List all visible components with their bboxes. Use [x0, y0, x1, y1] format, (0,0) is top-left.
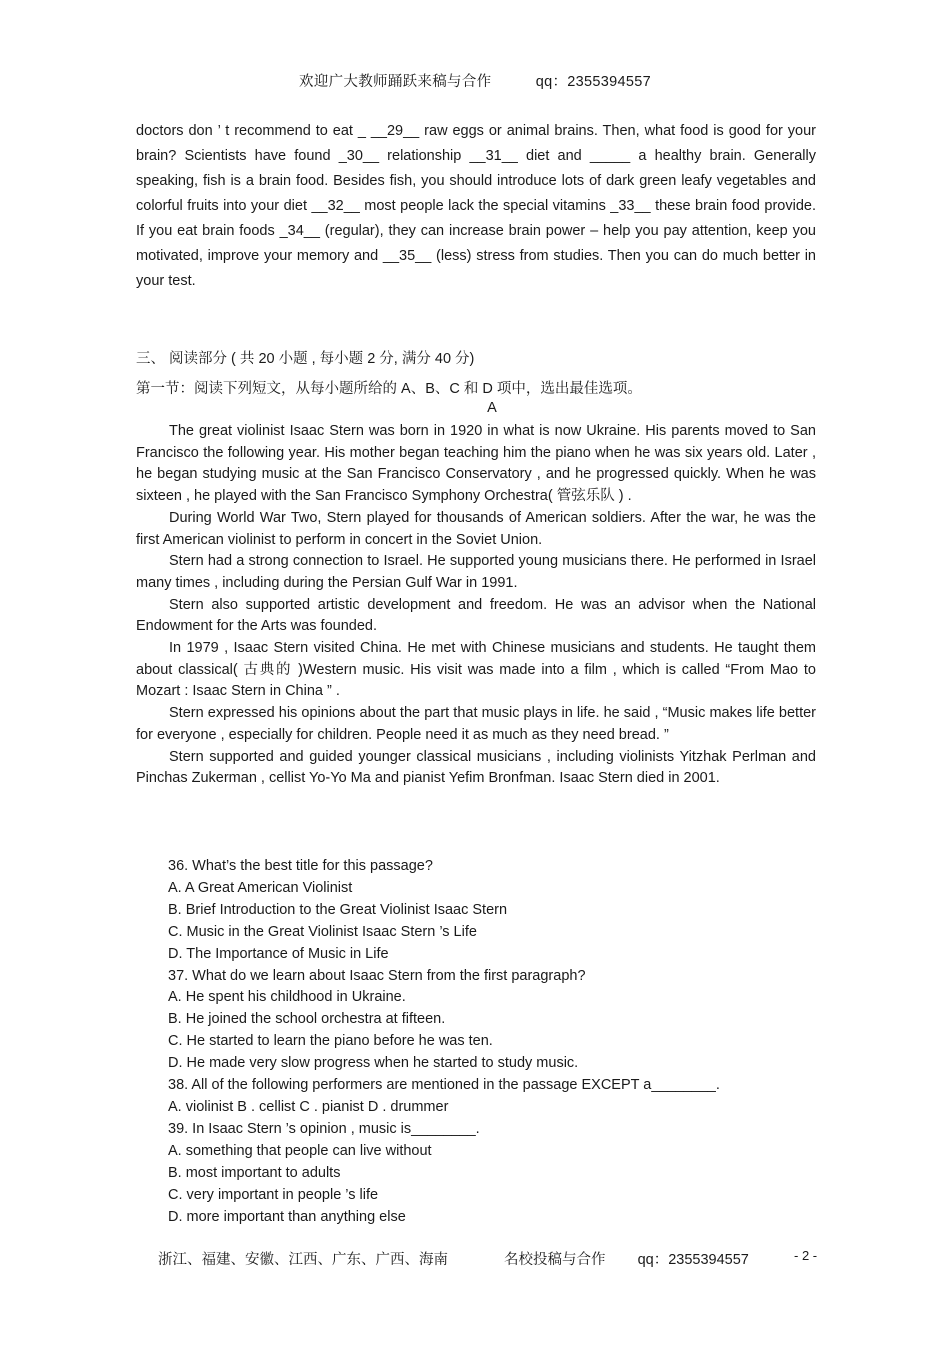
question-39: 39. In Isaac Stern ’s opinion , music is________.: [168, 1120, 480, 1137]
header-text: 欢迎广大教师踊跃来稿与合作: [299, 74, 492, 90]
cloze-passage: [136, 119, 816, 294]
passage-paragraph: In 1979 , Isaac Stern visited China. He met with Chinese musicians and students. He taught them about classical( 古典的 )Western music. His visit was made into a film , which is called “From Mao to Mozart : Isaac Stern in China ” .: [136, 640, 816, 700]
passage-paragraph: During World War Two, Stern played for thousands of American soldiers. After the war, he was the first American violinist to perform in concert in the Soviet Union.: [136, 509, 816, 548]
page-header: [0, 70, 950, 91]
passage-paragraph: Stern supported and guided younger classical musicians , including violinists Yitzhak Perlman and Pinchas Zukerman , cellist Yo-Yo Ma and pianist Yefim Bronfman. Isaac Stern died in 2001.: [136, 748, 816, 787]
footer-text: 名校投稿与合作: [504, 1252, 606, 1268]
passage-letter: A: [487, 400, 497, 416]
option: B. Brief Introduction to the Great Violinist Isaac Stern: [168, 901, 508, 918]
option: C. He started to learn the piano before he was ten.: [168, 1033, 493, 1050]
reading-passage: [136, 421, 816, 790]
passage-paragraph: Stern also supported artistic development and freedom. He was an advisor when the National Endowment for the Arts was founded.: [136, 596, 816, 635]
option: D. The Importance of Music in Life: [168, 945, 389, 962]
cloze-paragraph: doctors don ’ t recommend to eat _ __29__ raw eggs or animal brains. Then, what food is good for your brain? Scientists have found _30__ relationship __31__ diet and _____ a healthy brain. Generally speaking, fish is a brain food. Besides fish, you should introduce lots of dark green leafy vegetables and colorful fruits into your diet __32__ most people lack the special vitamins _33__ these brain food provide. If you eat brain foods _34__ (regular), they can increase brain power – help you pay attention, keep you motivated, improve your memory and __35__ (less) stress from studies. Then you can do much better in your test.: [136, 123, 816, 289]
question-list: [168, 856, 818, 1228]
option: A. something that people can live without: [168, 1142, 432, 1159]
option: A. A Great American Violinist: [168, 879, 353, 896]
option: C. Music in the Great Violinist Isaac Stern ’s Life: [168, 923, 477, 940]
option: A. He spent his childhood in Ukraine.: [168, 989, 406, 1006]
question-37: 37. What do we learn about Isaac Stern from the first paragraph?: [168, 967, 586, 984]
page-number: - 2 -: [794, 1248, 818, 1263]
option: B. He joined the school orchestra at fifteen.: [168, 1011, 446, 1028]
footer-qq: qq：2355394557: [637, 1252, 749, 1268]
option: B. most important to adults: [168, 1164, 341, 1181]
page-footer: [158, 1248, 818, 1269]
section-title: 三、 阅读部分 ( 共 20 小题 , 每小题 2 分, 满分 40 分): [136, 351, 475, 367]
section-subtitle: 第一节：阅读下列短文，从每小题所给的 A、B、C 和 D 项中，选出最佳选项。: [136, 381, 642, 397]
passage-paragraph: Stern expressed his opinions about the part that music plays in life. he said , “Music makes life better for everyone , especially for children. People need it as much as they need bread. ”: [136, 705, 816, 743]
option: D. more important than anything else: [168, 1208, 406, 1225]
option: D. He made very slow progress when he started to study music.: [168, 1055, 579, 1072]
question-38: 38. All of the following performers are mentioned in the passage EXCEPT a________.: [168, 1077, 720, 1094]
question-36: 36. What’s the best title for this passage?: [168, 858, 433, 874]
option: C. very important in people ’s life: [168, 1186, 379, 1203]
option: A. violinist B . cellist C . pianist D . drummer: [168, 1098, 449, 1115]
passage-paragraph: The great violinist Isaac Stern was born in 1920 in what is now Ukraine. His parents moved to San Francisco the following year. His mother began teaching him the piano when he was six years old. Later , he began studying music at the San Francisco Conservatory , and he progressed quickly. When he was sixteen , he played with the San Francisco Symphony Orchestra( 管弦乐队 ) .: [136, 423, 816, 505]
passage-paragraph: Stern had a strong connection to Israel. He supported young musicians there. He performed in Israel many times , including during the Persian Gulf War in 1991.: [136, 553, 816, 591]
header-qq: qq：2355394557: [535, 74, 651, 90]
footer-provinces: 浙江、福建、安徽、江西、广东、广西、海南: [158, 1252, 448, 1268]
